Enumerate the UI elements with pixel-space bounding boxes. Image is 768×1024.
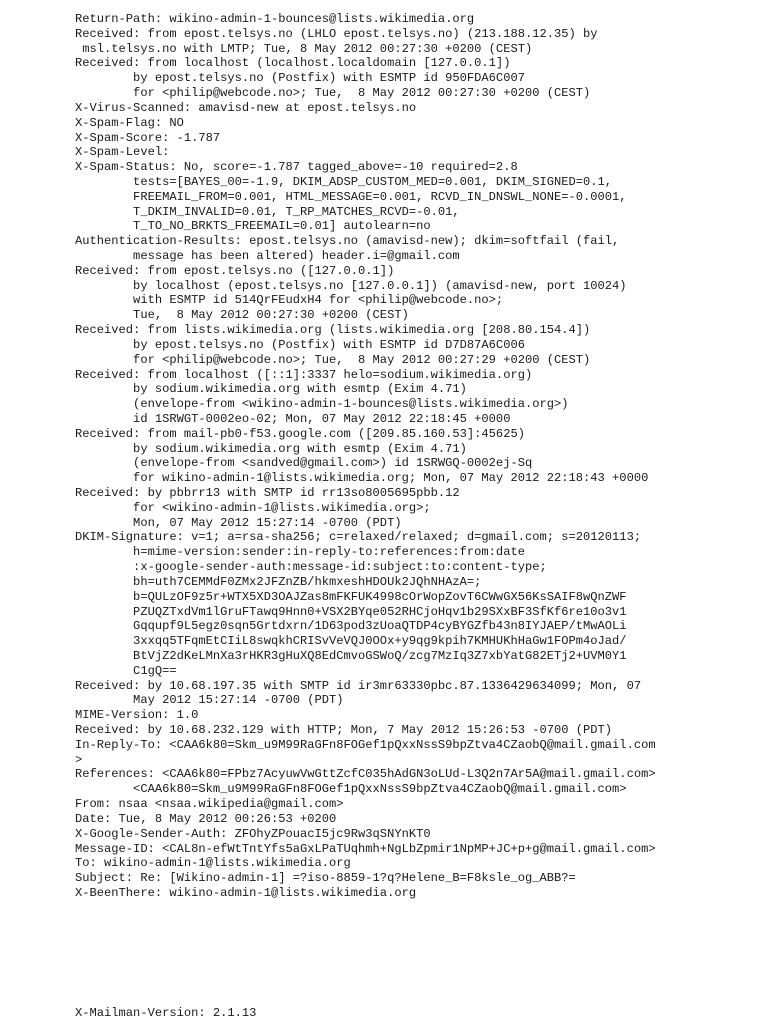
header-line: X-Spam-Status: No, score=-1.787 tagged_above=-10 required=2.8: [75, 160, 518, 175]
header-line: with ESMTP id 514QrFEudxH4 for <philip@webcode.no>;: [75, 293, 504, 308]
header-line: FREEMAIL_FROM=0.001, HTML_MESSAGE=0.001, RCVD_IN_DNSWL_NONE=-0.0001,: [75, 189, 627, 204]
header-line: tests=[BAYES_00=-1.9, DKIM_ADSP_CUSTOM_MED=0.001, DKIM_SIGNED=0.1,: [75, 174, 613, 189]
header-line: <CAA6k80=Skm_u9M99RaGFn8FOGef1pQxxNssS9bpZtva4CZaobQ@mail.gmail.com>: [75, 782, 627, 797]
header-line: Mon, 07 May 2012 15:27:14 -0700 (PDT): [75, 515, 402, 530]
header-line: message has been altered) header.i=@gmail.com: [75, 249, 460, 263]
header-line: May 2012 15:27:14 -0700 (PDT): [75, 693, 344, 708]
header-line: Return-Path: wikino-admin-1-bounces@lists.wikimedia.org: [75, 12, 475, 26]
header-line: Received: from lists.wikimedia.org (lists.wikimedia.org [208.80.154.4]): [75, 323, 591, 338]
header-line: Date: Tue, 8 May 2012 00:26:53 +0200: [75, 811, 337, 826]
header-line: for <wikino-admin-1@lists.wikimedia.org>;: [75, 500, 431, 515]
header-line: BtVjZ2dKeLMnXa3rHKR3gHuXQ8EdCmvoGSWoQ/zcg7MzIq3Z7xbYatG82ETj2+UVM0Y1: [75, 648, 627, 663]
header-line: for <philip@webcode.no>; Tue, 8 May 2012 00:27:30 +0200 (CEST): [75, 86, 591, 101]
email-header-block: [75, 12, 765, 901]
header-line: for <philip@webcode.no>; Tue, 8 May 2012 00:27:29 +0200 (CEST): [75, 352, 591, 367]
header-line: by epost.telsys.no (Postfix) with ESMTP id 950FDA6C007: [75, 71, 525, 86]
mailman-version-header: X-Mailman-Version: 2.1.13: [75, 1006, 257, 1020]
header-line: To: wikino-admin-1@lists.wikimedia.org: [75, 856, 351, 871]
header-line: MIME-Version: 1.0: [75, 708, 199, 723]
header-line: Tue, 8 May 2012 00:27:30 +0200 (CEST): [75, 308, 409, 323]
header-line: DKIM-Signature: v=1; a=rsa-sha256; c=relaxed/relaxed; d=gmail.com; s=20120113;: [75, 530, 642, 545]
header-line: X-Spam-Level:: [75, 145, 170, 160]
header-line: (envelope-from <sandved@gmail.com>) id 1SRWGQ-0002ej-Sq: [75, 456, 533, 471]
header-line: by epost.telsys.no (Postfix) with ESMTP id D7D87A6C006: [75, 337, 525, 352]
header-line: Received: by pbbrr13 with SMTP id rr13so8005695pbb.12: [75, 486, 460, 500]
header-line: h=mime-version:sender:in-reply-to:references:from:date: [75, 545, 525, 560]
header-line: In-Reply-To: <CAA6k80=Skm_u9M99RaGFn8FOGef1pQxxNssS9bpZtva4CZaobQ@mail.gmail.com: [75, 737, 656, 752]
header-line: From: nsaa <nsaa.wikipedia@gmail.com>: [75, 797, 344, 812]
header-line: msl.telsys.no with LMTP; Tue, 8 May 2012 00:27:30 +0200 (CEST): [75, 41, 533, 56]
header-line: for wikino-admin-1@lists.wikimedia.org; Mon, 07 May 2012 22:18:43 +0000: [75, 471, 649, 486]
header-line: Received: from localhost ([::1]:3337 helo=sodium.wikimedia.org): [75, 367, 533, 382]
header-line: X-Spam-Flag: NO: [75, 115, 184, 130]
header-line: Received: from mail-pb0-f53.google.com ([209.85.160.53]:45625): [75, 426, 525, 441]
header-line: References: <CAA6k80=FPbz7AcyuwVwGttZcfC035hAdGN3oLUd-L3Q2n7Ar5A@mail.gmail.com>: [75, 767, 656, 782]
header-line: b=QULzOF9z5r+WTX5XD3OAJZas8mFKFUK4998cOrWopZovT6CWwGX56KsSAIF8wQnZWF: [75, 589, 627, 604]
header-line: X-Spam-Score: -1.787: [75, 130, 221, 145]
header-line: 3xxqq5TFqmEtCIiL8swqkhCRISvVeVQJ0OOx+y9qg9kpih7KMHUKhHaGw1FOPm4oJad/: [75, 634, 627, 649]
header-line: X-Google-Sender-Auth: ZFOhyZPouacI5jc9Rw3qSNYnKT0: [75, 826, 431, 841]
header-line: id 1SRWGT-0002eo-02; Mon, 07 May 2012 22:18:45 +0000: [75, 411, 511, 426]
header-line: by localhost (epost.telsys.no [127.0.0.1]) (amavisd-new, port 10024): [75, 278, 627, 293]
header-line: Received: by 10.68.232.129 with HTTP; Mon, 7 May 2012 15:26:53 -0700 (PDT): [75, 723, 613, 737]
header-line: T_DKIM_INVALID=0.01, T_RP_MATCHES_RCVD=-0.01,: [75, 204, 460, 219]
header-line: Received: from epost.telsys.no ([127.0.0.1]): [75, 263, 395, 278]
header-line: X-BeenThere: wikino-admin-1@lists.wikimedia.org: [75, 885, 417, 900]
header-line: Received: from epost.telsys.no (LHLO epost.telsys.no) (213.188.12.35) by: [75, 26, 598, 41]
header-line: C1gQ==: [75, 663, 177, 678]
header-line: Gqqupf9L5egz0sqn5Grtdxrn/1D63pod3zUoaQTDP4cyBYGZfb43n8IYJAEP/tMwAOLi: [75, 619, 627, 634]
header-line: Received: by 10.68.197.35 with SMTP id ir3mr63330pbc.87.1336429634099; Mon, 07: [75, 678, 642, 693]
header-line: Received: from localhost (localhost.localdomain [127.0.0.1]): [75, 56, 511, 71]
header-line: :x-google-sender-auth:message-id:subject:to:content-type;: [75, 560, 547, 575]
header-line: PZUQZTxdVm1lGruFTawq9Hnn0+VSX2BYqe052RHCjoHqv1b29SXxBF3SfKf6re10o3v1: [75, 604, 627, 619]
header-line: by sodium.wikimedia.org with esmtp (Exim 4.71): [75, 382, 467, 397]
header-line: Authentication-Results: epost.telsys.no (amavisd-new); dkim=softfail (fail,: [75, 234, 620, 249]
header-line: by sodium.wikimedia.org with esmtp (Exim 4.71): [75, 441, 467, 456]
header-line: (envelope-from <wikino-admin-1-bounces@lists.wikimedia.org>): [75, 397, 569, 412]
header-line: bh=uth7CEMMdF0ZMx2JFZnZB/hkmxeshHDOUk2JQhNHAzA=;: [75, 574, 482, 589]
header-line: X-Virus-Scanned: amavisd-new at epost.telsys.no: [75, 100, 417, 115]
header-line: Message-ID: <CAL8n-efWtTntYfs5aGxLPaTUqhmh+NgLbZpmir1NpMP+JC+p+g@mail.gmail.com>: [75, 841, 656, 856]
header-line: T_TO_NO_BRKTS_FREEMAIL=0.01] autolearn=no: [75, 219, 431, 234]
header-line: Subject: Re: [Wikino-admin-1] =?iso-8859-1?q?Helene_B=F8ksle_og_ABB?=: [75, 871, 576, 886]
header-line: >: [75, 752, 83, 767]
